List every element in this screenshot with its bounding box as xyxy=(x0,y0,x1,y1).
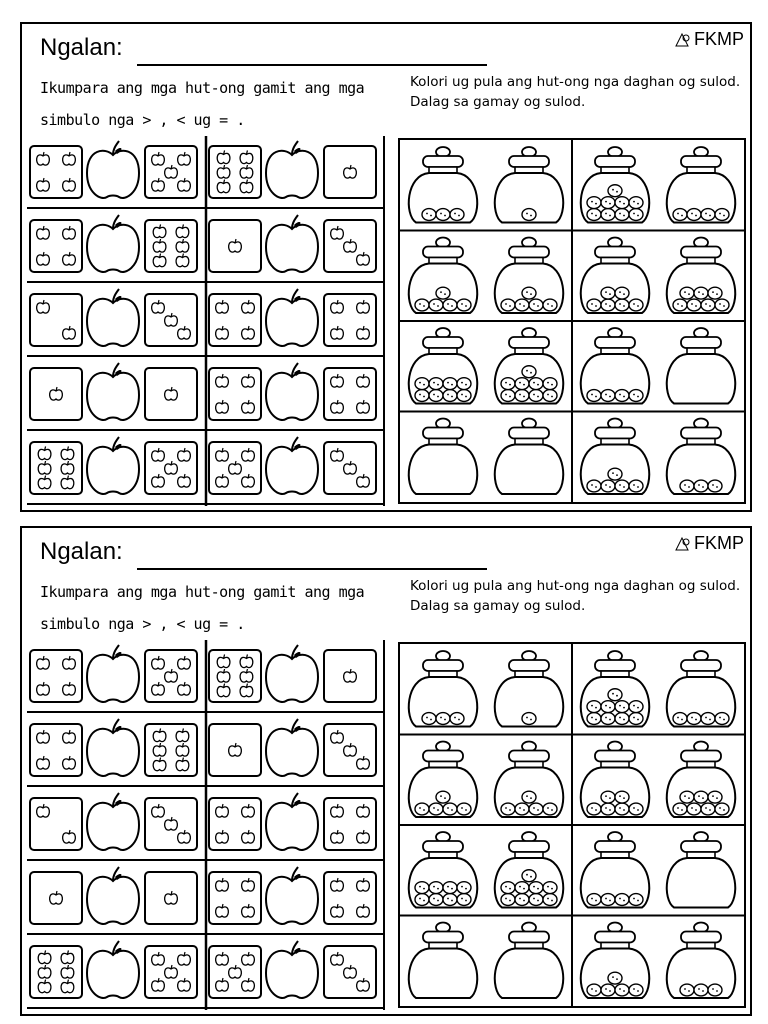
candy xyxy=(543,882,557,894)
candy xyxy=(701,803,715,815)
candy xyxy=(457,378,471,390)
candy xyxy=(543,894,557,906)
candy-jar[interactable] xyxy=(581,328,649,404)
candy xyxy=(543,803,557,815)
candy-jar[interactable] xyxy=(667,238,735,314)
candy xyxy=(522,209,536,221)
apple-count-box xyxy=(145,442,197,494)
candy-jar[interactable] xyxy=(581,238,649,314)
candy xyxy=(601,209,615,221)
name-field[interactable] xyxy=(137,64,487,66)
candy xyxy=(443,299,457,311)
candy xyxy=(673,299,687,311)
candy xyxy=(529,882,543,894)
jar-grid-svg xyxy=(400,140,744,502)
candy xyxy=(522,287,536,299)
candy-jar[interactable] xyxy=(495,238,563,314)
candy xyxy=(708,984,722,996)
candy-jar[interactable] xyxy=(409,328,477,404)
candy xyxy=(587,894,601,906)
comparison-apple-icon[interactable] xyxy=(87,141,139,198)
candy xyxy=(501,803,515,815)
candy xyxy=(587,390,601,402)
candy-jar[interactable] xyxy=(409,651,477,727)
candy xyxy=(615,701,629,713)
apple-count-box xyxy=(30,650,82,702)
candy xyxy=(687,209,701,221)
name-label: Ngalan: xyxy=(40,538,123,565)
candy xyxy=(715,803,729,815)
candy xyxy=(615,287,629,299)
apple-compare-grid xyxy=(27,640,385,1010)
candy-jar[interactable] xyxy=(581,832,649,908)
candy xyxy=(629,197,643,209)
candy xyxy=(429,803,443,815)
apple-count-box xyxy=(324,946,376,998)
candy xyxy=(701,713,715,725)
apple-count-box xyxy=(324,146,376,198)
jar-color-grid xyxy=(398,642,746,1008)
candy xyxy=(522,870,536,882)
candy xyxy=(443,803,457,815)
apple-count-box xyxy=(145,220,197,272)
candy xyxy=(629,209,643,221)
candy xyxy=(601,390,615,402)
apple-count-box xyxy=(30,146,82,198)
apple-count-box xyxy=(209,220,261,272)
candy xyxy=(629,803,643,815)
candy xyxy=(515,378,529,390)
candy xyxy=(415,378,429,390)
candy xyxy=(587,803,601,815)
candy xyxy=(615,390,629,402)
apple-count-box xyxy=(324,872,376,924)
candy xyxy=(615,209,629,221)
comparison-apple-icon[interactable] xyxy=(87,645,139,702)
comparison-apple-icon[interactable] xyxy=(266,867,318,924)
comparison-apple-icon[interactable] xyxy=(87,867,139,924)
candy xyxy=(615,480,629,492)
apple-count-box xyxy=(209,442,261,494)
comparison-apple-icon[interactable] xyxy=(87,793,139,850)
apple-count-box xyxy=(145,146,197,198)
apple-count-box xyxy=(30,368,82,420)
candy xyxy=(694,287,708,299)
candy-jar[interactable] xyxy=(667,419,735,495)
brand-logo xyxy=(674,533,744,554)
candy xyxy=(415,803,429,815)
color-instruction: Kolori ug pula ang hut-ong nga daghan og sulod. Dalag sa gamay og sulod. xyxy=(410,74,741,110)
comparison-apple-icon[interactable] xyxy=(266,437,318,494)
candy xyxy=(715,299,729,311)
candy-jar[interactable] xyxy=(495,923,563,999)
candy xyxy=(501,299,515,311)
candy xyxy=(415,390,429,402)
apple-count-box xyxy=(324,650,376,702)
candy-jar[interactable] xyxy=(409,923,477,999)
candy xyxy=(629,713,643,725)
candy-jar[interactable] xyxy=(495,328,563,404)
apple-count-box xyxy=(324,442,376,494)
candy xyxy=(501,390,515,402)
comparison-apple-icon[interactable] xyxy=(87,437,139,494)
apple-count-box xyxy=(209,872,261,924)
candy xyxy=(422,713,436,725)
candy xyxy=(601,480,615,492)
comparison-apple-icon[interactable] xyxy=(266,719,318,776)
apple-count-box xyxy=(324,724,376,776)
candy xyxy=(615,713,629,725)
name-field[interactable] xyxy=(137,568,487,570)
candy-jar[interactable] xyxy=(581,923,649,999)
candy-jar[interactable] xyxy=(667,832,735,908)
candy xyxy=(415,299,429,311)
apple-count-box xyxy=(324,798,376,850)
candy xyxy=(601,984,615,996)
apple-count-box xyxy=(30,294,82,346)
candy-jar[interactable] xyxy=(409,742,477,818)
fkmp-logo-icon xyxy=(674,536,692,552)
comparison-apple-icon[interactable] xyxy=(266,645,318,702)
candy-jar[interactable] xyxy=(409,147,477,223)
candy xyxy=(529,803,543,815)
candy xyxy=(515,882,529,894)
candy-jar[interactable] xyxy=(495,147,563,223)
comparison-apple-icon[interactable] xyxy=(266,793,318,850)
apple-count-box xyxy=(324,220,376,272)
apple-count-box xyxy=(30,872,82,924)
apple-count-box xyxy=(145,946,197,998)
worksheet-bottom xyxy=(20,526,752,1016)
candy xyxy=(601,894,615,906)
candy-jar[interactable] xyxy=(409,832,477,908)
candy xyxy=(608,185,622,197)
candy xyxy=(601,701,615,713)
candy xyxy=(608,972,622,984)
candy xyxy=(615,894,629,906)
candy xyxy=(515,299,529,311)
apple-count-box xyxy=(209,146,261,198)
apple-count-box xyxy=(324,294,376,346)
candy xyxy=(429,882,443,894)
candy xyxy=(587,299,601,311)
candy xyxy=(601,287,615,299)
candy xyxy=(436,209,450,221)
candy xyxy=(457,390,471,402)
candy-jar[interactable] xyxy=(495,742,563,818)
candy xyxy=(450,209,464,221)
apple-count-box xyxy=(30,724,82,776)
candy-jar[interactable] xyxy=(667,923,735,999)
candy xyxy=(515,894,529,906)
candy xyxy=(515,803,529,815)
candy xyxy=(457,882,471,894)
candy xyxy=(587,209,601,221)
candy xyxy=(629,701,643,713)
apple-count-box xyxy=(145,294,197,346)
candy xyxy=(429,894,443,906)
apple-compare-grid xyxy=(27,136,385,506)
candy xyxy=(708,480,722,492)
candy xyxy=(680,984,694,996)
candy xyxy=(522,791,536,803)
candy xyxy=(587,701,601,713)
candy-jar[interactable] xyxy=(581,147,649,223)
candy xyxy=(515,390,529,402)
candy xyxy=(501,894,515,906)
candy xyxy=(522,366,536,378)
candy xyxy=(522,713,536,725)
candy xyxy=(615,803,629,815)
brand-logo-text: FKMP xyxy=(693,533,744,553)
candy xyxy=(680,480,694,492)
apple-count-box xyxy=(209,724,261,776)
candy xyxy=(443,390,457,402)
candy xyxy=(615,197,629,209)
apple-grid-svg xyxy=(27,136,385,506)
brand-logo-text: FKMP xyxy=(693,29,744,49)
apple-count-box xyxy=(145,368,197,420)
fkmp-logo-icon xyxy=(674,32,692,48)
apple-count-box xyxy=(145,798,197,850)
candy xyxy=(673,803,687,815)
candy xyxy=(457,803,471,815)
apple-count-box xyxy=(209,650,261,702)
candy xyxy=(587,984,601,996)
candy xyxy=(615,299,629,311)
candy xyxy=(608,468,622,480)
apple-count-box xyxy=(30,442,82,494)
candy xyxy=(694,791,708,803)
candy xyxy=(415,894,429,906)
candy xyxy=(529,378,543,390)
apple-count-box xyxy=(30,798,82,850)
candy xyxy=(436,713,450,725)
candy xyxy=(501,378,515,390)
candy xyxy=(436,791,450,803)
candy xyxy=(429,378,443,390)
candy xyxy=(457,894,471,906)
color-instruction: Kolori ug pula ang hut-ong nga daghan og sulod. Dalag sa gamay og sulod. xyxy=(410,578,741,614)
candy-jar[interactable] xyxy=(581,742,649,818)
candy xyxy=(615,984,629,996)
candy xyxy=(601,791,615,803)
candy xyxy=(543,299,557,311)
candy xyxy=(629,299,643,311)
candy xyxy=(701,299,715,311)
candy-jar[interactable] xyxy=(667,328,735,404)
comparison-apple-icon[interactable] xyxy=(87,289,139,346)
candy xyxy=(629,894,643,906)
candy-jar[interactable] xyxy=(667,651,735,727)
candy xyxy=(529,894,543,906)
apple-count-box xyxy=(209,294,261,346)
candy xyxy=(543,390,557,402)
candy xyxy=(601,299,615,311)
candy xyxy=(436,287,450,299)
candy xyxy=(543,378,557,390)
candy xyxy=(680,287,694,299)
candy xyxy=(529,390,543,402)
candy xyxy=(587,713,601,725)
candy xyxy=(701,209,715,221)
compare-instruction: Ikumpara ang mga hut-ong gamit ang mga simbulo nga > , < ug = . xyxy=(40,583,365,633)
candy xyxy=(715,209,729,221)
apple-count-box xyxy=(145,724,197,776)
comparison-apple-icon[interactable] xyxy=(266,941,318,998)
apple-grid-svg xyxy=(27,640,385,1010)
candy xyxy=(687,713,701,725)
comparison-apple-icon[interactable] xyxy=(266,289,318,346)
compare-instruction: Ikumpara ang mga hut-ong gamit ang mga simbulo nga > , < ug = . xyxy=(40,79,365,129)
candy xyxy=(501,882,515,894)
apple-count-box xyxy=(30,220,82,272)
apple-count-box xyxy=(30,946,82,998)
candy xyxy=(629,480,643,492)
brand-logo xyxy=(674,29,744,50)
candy xyxy=(587,480,601,492)
candy-jar[interactable] xyxy=(581,651,649,727)
candy xyxy=(687,299,701,311)
candy xyxy=(615,791,629,803)
name-label: Ngalan: xyxy=(40,34,123,61)
candy xyxy=(608,689,622,701)
candy xyxy=(415,882,429,894)
candy xyxy=(694,984,708,996)
comparison-apple-icon[interactable] xyxy=(87,215,139,272)
candy xyxy=(694,480,708,492)
candy xyxy=(443,378,457,390)
candy xyxy=(587,197,601,209)
candy xyxy=(429,390,443,402)
candy xyxy=(443,882,457,894)
candy xyxy=(450,713,464,725)
candy xyxy=(673,713,687,725)
candy xyxy=(629,390,643,402)
apple-count-box xyxy=(209,798,261,850)
candy xyxy=(715,713,729,725)
apple-count-box xyxy=(145,650,197,702)
candy xyxy=(422,209,436,221)
candy xyxy=(680,791,694,803)
comparison-apple-icon[interactable] xyxy=(266,215,318,272)
candy-jar[interactable] xyxy=(495,419,563,495)
candy-jar[interactable] xyxy=(409,419,477,495)
apple-count-box xyxy=(324,368,376,420)
candy xyxy=(429,299,443,311)
candy xyxy=(629,984,643,996)
comparison-apple-icon[interactable] xyxy=(87,363,139,420)
candy-jar[interactable] xyxy=(495,651,563,727)
candy-jar[interactable] xyxy=(667,147,735,223)
candy xyxy=(457,299,471,311)
jar-color-grid xyxy=(398,138,746,504)
worksheet-top xyxy=(20,22,752,512)
comparison-apple-icon[interactable] xyxy=(87,941,139,998)
candy-jar[interactable] xyxy=(409,238,477,314)
candy xyxy=(443,894,457,906)
candy xyxy=(601,713,615,725)
apple-count-box xyxy=(209,946,261,998)
apple-count-box xyxy=(209,368,261,420)
candy xyxy=(687,803,701,815)
candy-jar[interactable] xyxy=(581,419,649,495)
candy-jar[interactable] xyxy=(495,832,563,908)
comparison-apple-icon[interactable] xyxy=(266,141,318,198)
candy xyxy=(708,287,722,299)
candy xyxy=(673,209,687,221)
comparison-apple-icon[interactable] xyxy=(87,719,139,776)
apple-count-box xyxy=(145,872,197,924)
candy xyxy=(529,299,543,311)
candy xyxy=(601,197,615,209)
jar-grid-svg xyxy=(400,644,744,1006)
candy-jar[interactable] xyxy=(667,742,735,818)
candy xyxy=(708,791,722,803)
comparison-apple-icon[interactable] xyxy=(266,363,318,420)
candy xyxy=(601,803,615,815)
